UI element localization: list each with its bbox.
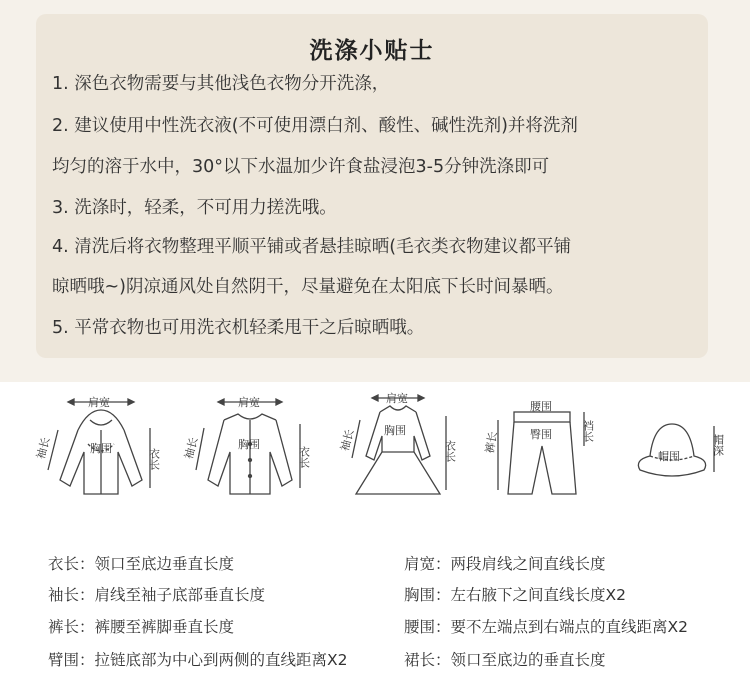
pants-waist-label: 腰围 [530, 400, 552, 413]
cardigan-shoulder-label: 肩宽 [238, 396, 260, 409]
pants-diagram [483, 390, 616, 502]
hoodie-chest-label: 胸围 [90, 442, 112, 455]
definition-right-1: 肩宽：两段肩线之间直线长度 [404, 555, 606, 573]
tip-line-2: 2. 建议使用中性洗衣液(不可使用漂白剂、酸性、碱性洗剂)并将洗剂 [52, 116, 578, 136]
hat-circumference-label: 帽围 [658, 450, 680, 463]
cardigan-length-label: 衣长 [297, 446, 311, 468]
tip-line-1: 1. 深色衣物需要与其他浅色衣物分开洗涤， [52, 74, 390, 94]
hoodie-shoulder-label: 肩宽 [88, 396, 110, 409]
definition-right-3: 腰围：要不左端点到右端点的直线距离X2 [404, 618, 688, 636]
hat-diagram [620, 390, 740, 502]
definition-right-4: 裙长：领口至底边的垂直长度 [404, 651, 606, 669]
dress-diagram [336, 386, 476, 502]
pants-length-label: 裤长 [483, 430, 500, 455]
tip-line-4: 4. 清洗后将衣物整理平顺平铺或者悬挂晾晒(毛衣类衣物建议都平铺 [52, 237, 572, 257]
measurement-diagrams [0, 390, 750, 510]
definition-right-2: 胸围：左右腋下之间直线长度X2 [404, 586, 626, 604]
hoodie-diagram [34, 390, 178, 502]
tip-line-5: 5. 平常衣物也可用洗衣机轻柔甩干之后晾晒哦。 [52, 318, 425, 338]
definition-left-3: 裤长：裤腰至裤脚垂直长度 [48, 618, 235, 636]
hoodie-length-label: 衣长 [147, 448, 161, 470]
cardigan-chest-label: 胸围 [238, 438, 260, 451]
dress-shoulder-label: 肩宽 [386, 392, 408, 405]
dress-length-label: 衣长 [443, 440, 457, 462]
cardigan-diagram [184, 390, 324, 502]
dress-sleeve-label: 袖长 [338, 427, 357, 453]
pants-hip-label: 臀围 [530, 428, 552, 441]
pants-rise-label: 裆长 [581, 420, 595, 442]
tips-title: 洗涤小贴士 [309, 38, 435, 64]
definition-left-1: 衣长：领口至底边垂直长度 [48, 555, 235, 573]
definition-left-4: 臂围：拉链底部为中心到两侧的直线距离X2 [48, 651, 348, 669]
tip-line-2-cont: 均匀的溶于水中，30°以下水温加少许食盐浸泡3-5分钟洗涤即可 [52, 157, 550, 177]
tip-line-4-cont: 晾晒哦~)阴凉通风处自然阴干，尽量避免在太阳底下长时间暴晒。 [52, 277, 564, 297]
hat-depth-label: 帽深 [711, 434, 725, 456]
tips-card [36, 14, 708, 358]
cardigan-sleeve-label: 袖长 [182, 435, 201, 461]
hoodie-sleeve-label: 袖长 [34, 435, 53, 461]
definition-left-2: 袖长：肩线至袖子底部垂直长度 [48, 586, 266, 604]
tip-line-3: 3. 洗涤时，轻柔，不可用力搓洗哦。 [52, 198, 337, 218]
dress-chest-label: 胸围 [384, 424, 406, 437]
